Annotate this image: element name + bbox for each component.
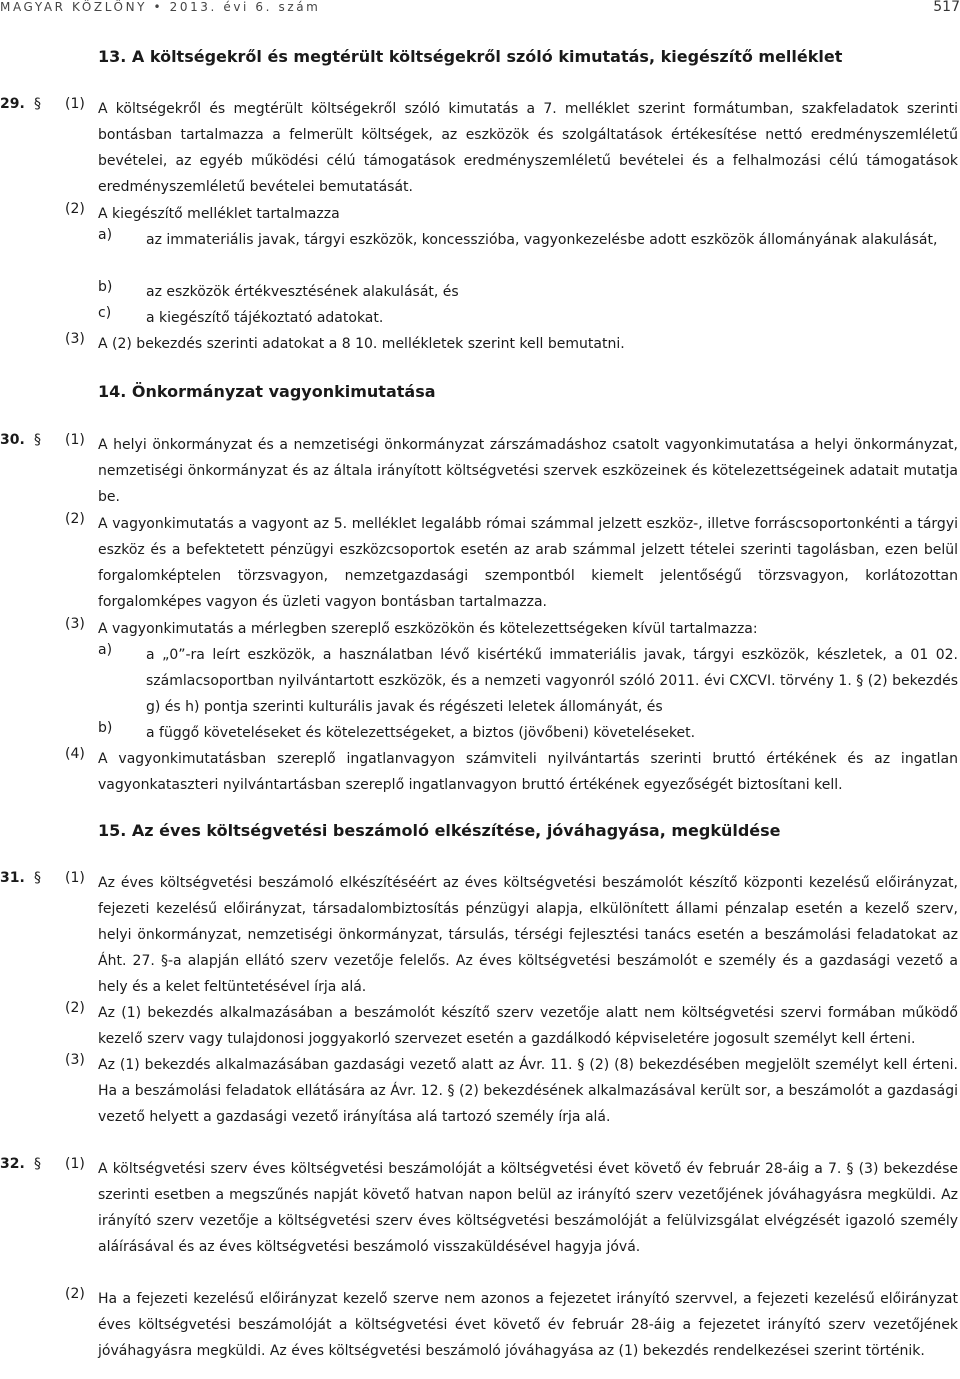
item-text: az immateriális javak, tárgyi eszközök, koncesszióba, vagyonkezelésbe adott eszközök állományának alakulását, — [146, 232, 938, 248]
paragraph-text: A helyi önkormányzat és a nemzetiségi önkormányzat zárszámadáshoz csatolt vagyonkimutatása a helyi önkormányzat, nemzetiségi önkormányzat és az általa irányított költségvetési szervek eszközeinek és kötelezettségeinek adatait mutatja be. — [98, 437, 958, 505]
item-text: az eszközök értékvesztésének alakulását, és — [146, 284, 459, 300]
paragraph-text: Az (1) bekezdés alkalmazásában a beszámolót készítő szerv vezetője alatt nem költségvetési szervi formában működő kezelő szerv vagy tulajdonosi joggyakorló szervezet esetén a gazdálkodó képviseletére jogosult személyt kell érteni. — [98, 1005, 958, 1047]
paragraph-text: Ha a fejezeti kezelésű előirányzat kezelő szerve nem azonos a fejezetet irányító szervvel, a fejezeti kezelésű előirányzat éves költségvetési beszámolóját a költségvetési évet követő év február 28-áig a fejezetet irányító szerv vezetőjének jóváhagyásra megküldi. Az éves költségvetési beszámoló jóváhagyása az (1) bekezdés rendelkezései szerint történik. — [98, 1291, 958, 1359]
section-31-number: 31. — [0, 870, 25, 886]
section-sign: § — [34, 1156, 41, 1172]
paragraph-30-1 — [65, 432, 958, 510]
item-text: a kiegészítő tájékoztató adatokat. — [146, 310, 384, 326]
paragraph-number: (3) — [65, 331, 85, 347]
paragraph-32-1 — [65, 1156, 958, 1286]
list-item-29-c — [98, 305, 958, 331]
list-item-30-b — [98, 720, 958, 746]
paragraph-30-2 — [65, 511, 958, 615]
list-item-29-b — [98, 279, 958, 305]
item-label: b) — [98, 279, 113, 295]
paragraph-text: A (2) bekezdés szerinti adatokat a 8 10. mellékletek szerint kell bemutatni. — [98, 336, 625, 352]
paragraph-text: A vagyonkimutatás a vagyont az 5. melléklet legalább római számmal jelzett eszköz-, illetve forráscsoportonkénti a tárgyi eszköz és a befektetett pénzügyi eszközcsoportok esetén az arab számmal jelzett tételei szerinti tagolásban, ezen belül forgalomképtelen törzsvagyon, nemzetgazdasági szempontból kiemelt jelentőségű törzsvagyon, korlátozottan forgalomképes vagyon és üzleti vagyon bontásban tartalmazza. — [98, 516, 958, 610]
paragraph-31-2 — [65, 1000, 958, 1052]
heading-14: 14. Önkormányzat vagyonkimutatása — [98, 382, 436, 401]
paragraph-text: A vagyonkimutatás a mérlegben szereplő eszközökön és kötelezettségeken kívül tartalmazza: — [98, 621, 758, 637]
heading-13: 13. A költségekről és megtérült költségekről szóló kimutatás, kiegészítő melléklet — [98, 47, 843, 66]
paragraph-text: Az éves költségvetési beszámoló elkészítéséért az éves költségvetési beszámolót készítő központi kezelésű előirányzat, fejezeti kezelésű előirányzat, társadalombiztosítás pénzügyi alapja, elkülönített állami pénzalap esetén a kezelő szerv, helyi önkormányzat, nemzetiségi önkormányzat, társulás, térségi fejlesztési tanács esetén a beszámolási feladatokat az Áht. 27. §-a alapján ellátó szerv vezetője felelős. Az éves költségvetési beszámolót e személy és a gazdasági vezető a hely és a kelet feltüntetésével írja alá. — [98, 875, 958, 995]
page-header — [0, 0, 960, 16]
paragraph-30-4 — [65, 746, 958, 798]
paragraph-29-1 — [65, 96, 958, 200]
item-label: b) — [98, 720, 113, 736]
item-text: a „0”-ra leírt eszközök, a használatban lévő kisértékű immateriális javak, tárgyi eszközök, készletek, a 01 02. számlacsoportban nyilvántartott eszközök, és a nemzeti vagyonról szóló 2011. évi CXCVI. törvény 1. § (2) bekezdés g) és h) pontja szerinti kulturális javak és régészeti leletek állományát, és — [146, 647, 958, 715]
section-sign: § — [34, 870, 41, 886]
paragraph-30-3 — [65, 616, 958, 642]
paragraph-number: (2) — [65, 201, 85, 217]
paragraph-number: (2) — [65, 511, 85, 527]
paragraph-text: A költségvetési szerv éves költségvetési beszámolóját a költségvetési évet követő év február 28-áig a 7. § (3) bekezdése szerinti esetben a megszűnés napját követő hatvan napon belül az irányító szerv vezetőjének jóváhagyásra megküldi. Az irányító szerv vezetője a költségvetési szerv éves költségvetési beszámolóját a felülvizsgálat elvégzését igazoló személy aláírásával és az éves költségvetési beszámoló visszaküldésével hagyja jóvá. — [98, 1161, 958, 1255]
paragraph-31-1 — [65, 870, 958, 1000]
section-sign: § — [34, 96, 41, 112]
paragraph-number: (3) — [65, 1052, 85, 1068]
paragraph-number: (3) — [65, 616, 85, 632]
heading-15: 15. Az éves költségvetési beszámoló elkészítése, jóváhagyása, megküldése — [98, 821, 781, 840]
paragraph-number: (1) — [65, 870, 85, 886]
paragraph-text: A költségekről és megtérült költségekről szóló kimutatás a 7. melléklet szerint formátumban, szakfeladatok szerinti bontásban tartalmazza a felmerült költségek, az eszközök és szolgáltatások értékesítése nettó eredményszemléletű bevételei, az egyéb működési célú támogatások eredményszemléletű bevételei és a felhalmozási célú támogatások eredményszemléletű bevételei bemutatását. — [98, 101, 958, 195]
section-30-number: 30. — [0, 432, 25, 448]
section-sign: § — [34, 432, 41, 448]
section-29-number: 29. — [0, 96, 25, 112]
item-label: a) — [98, 642, 113, 658]
paragraph-number: (4) — [65, 746, 85, 762]
item-text: a függő követeléseket és kötelezettségeket, a biztos (jövőbeni) követeléseket. — [146, 725, 696, 741]
paragraph-number: (1) — [65, 1156, 85, 1172]
paragraph-32-2 — [65, 1286, 958, 1378]
paragraph-number: (1) — [65, 96, 85, 112]
paragraph-text: Az (1) bekezdés alkalmazásában gazdasági vezető alatt az Ávr. 11. § (2) (8) bekezdésében megjelölt személyt kell érteni. Ha a beszámolási feladatok ellátására az Ávr. 12. § (2) bekezdésének alkalmazásával került sor, a beszámolót a gazdasági vezető helyett a gazdasági vezető irányítása alá tartozó személy írja alá. — [98, 1057, 958, 1125]
item-label: a) — [98, 227, 113, 243]
paragraph-number: (2) — [65, 1286, 85, 1302]
paragraph-31-3 — [65, 1052, 958, 1130]
paragraph-text: A vagyonkimutatásban szereplő ingatlanvagyon számviteli nyilvántartás szerinti bruttó értékének és az ingatlan vagyonkataszteri nyilvántartásban szereplő ingatlanvagyon bruttó értékének egyezőségét biztosítani kell. — [98, 751, 958, 793]
page-number: 517 — [933, 0, 960, 15]
paragraph-number: (2) — [65, 1000, 85, 1016]
paragraph-number: (1) — [65, 432, 85, 448]
item-label: c) — [98, 305, 112, 321]
paragraph-29-3 — [65, 331, 958, 357]
list-item-30-a — [98, 642, 958, 720]
section-32-number: 32. — [0, 1156, 25, 1172]
list-item-29-a — [98, 227, 958, 279]
paragraph-text: A kiegészítő melléklet tartalmazza — [98, 206, 340, 222]
paragraph-29-2 — [65, 201, 958, 227]
journal-title: MAGYAR KÖZLÖNY • 2013. évi 6. szám — [0, 0, 321, 14]
